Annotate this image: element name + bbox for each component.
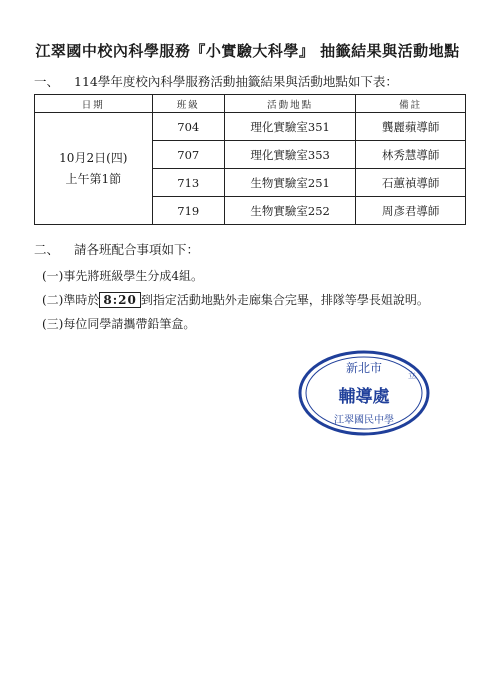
date-line: 10月2日(四) bbox=[59, 150, 128, 165]
section-one-number: 一、 bbox=[34, 74, 60, 89]
class-cell: 713 bbox=[152, 169, 224, 197]
location-cell: 生物實驗室252 bbox=[224, 197, 355, 225]
note-cell: 林秀慧導師 bbox=[356, 141, 466, 169]
document-title: 江翠國中校內科學服務『小實驗大科學』 抽籤結果與活動地點 bbox=[35, 42, 460, 60]
class-cell: 704 bbox=[152, 113, 224, 141]
header-date: 日期 bbox=[35, 95, 153, 113]
header-note: 備註 bbox=[356, 95, 466, 113]
seal-side-text: 立 bbox=[408, 371, 416, 380]
section-two-heading bbox=[34, 240, 199, 258]
instruction-item-1: (一)事先將班級學生分成4組。 bbox=[42, 269, 203, 283]
class-cell: 707 bbox=[152, 141, 224, 169]
note-cell: 龔麗蘋導師 bbox=[356, 113, 466, 141]
table-header-row bbox=[35, 95, 466, 113]
gather-time: 8:20 bbox=[99, 292, 140, 308]
seal-center-text: 輔導處 bbox=[338, 387, 390, 407]
section-one-heading bbox=[34, 72, 398, 90]
header-location: 活動地點 bbox=[224, 95, 355, 113]
instruction-item-3: (三)每位同學請攜帶鉛筆盒。 bbox=[42, 317, 196, 331]
instruction-2-prefix: (二)準時於 bbox=[42, 293, 100, 307]
table-row bbox=[35, 113, 466, 141]
seal-top-text: 新北市 bbox=[345, 361, 383, 375]
period-line: 上午第1節 bbox=[65, 171, 122, 186]
schedule-table bbox=[34, 94, 466, 225]
date-cell bbox=[35, 113, 153, 225]
seal-bottom-text: 江翠國民中學 bbox=[334, 415, 394, 426]
instruction-2-suffix: 到指定活動地點外走廊集合完畢，排隊等學長姐說明。 bbox=[140, 293, 429, 307]
note-cell: 周彥君導師 bbox=[356, 197, 466, 225]
note-cell: 石蕙禎導師 bbox=[356, 169, 466, 197]
section-two-number: 二、 bbox=[34, 242, 60, 257]
location-cell: 理化實驗室351 bbox=[224, 113, 355, 141]
section-one-text: 114學年度校內科學服務活動抽籤結果與活動地點如下表： bbox=[74, 74, 398, 89]
instruction-item-2 bbox=[42, 288, 429, 312]
location-cell: 生物實驗室251 bbox=[224, 169, 355, 197]
instruction-list bbox=[42, 264, 429, 336]
header-class: 班級 bbox=[152, 95, 224, 113]
official-seal-stamp bbox=[296, 348, 432, 438]
class-cell: 719 bbox=[152, 197, 224, 225]
section-two-text: 請各班配合事項如下： bbox=[74, 242, 200, 257]
location-cell: 理化實驗室353 bbox=[224, 141, 355, 169]
